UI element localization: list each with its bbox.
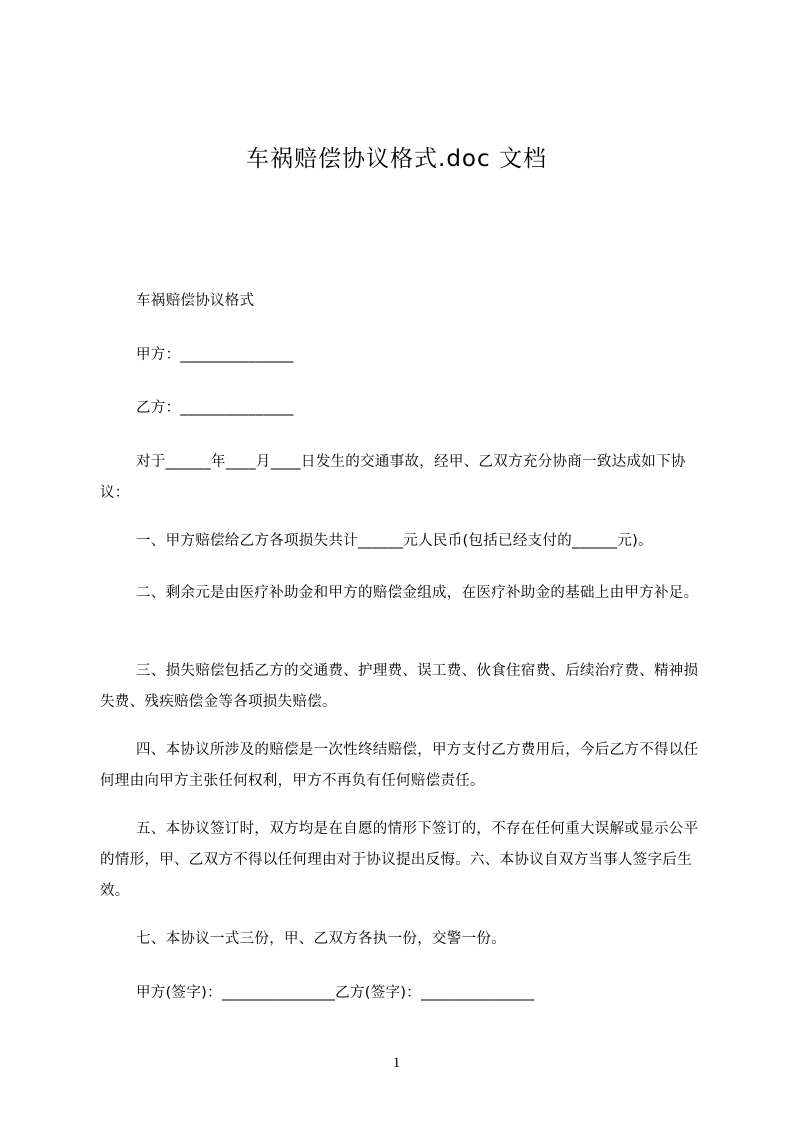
- paragraph-clause-2: 二、剩余元是由医疗补助金和甲方的赔偿金组成，在医疗补助金的基础上由甲方补足。: [136, 585, 699, 601]
- paragraph-intro: 对于______年____月____日发生的交通事故，经甲、乙双方充分协商一致达成如下协议：: [100, 454, 686, 501]
- paragraph-clause-5: 五、本协议签订时，双方均是在自愿的情形下签订的，不存在任何重大误解或显示公平的情形，甲、乙双方不得以任何理由对于协议提出反悔。六、本协议自双方当事人签字后生效。: [100, 821, 699, 899]
- document-title: 车祸赔偿协议格式.doc 文档: [246, 146, 547, 172]
- paragraph-party-b: 乙方：_______________: [136, 400, 294, 416]
- paragraph-heading: 车祸赔偿协议格式: [136, 293, 255, 309]
- paragraph-clause-3: 三、损失赔偿包括乙方的交通费、护理费、误工费、伙食住宿费、后续治疗费、精神损失费、残疾赔偿金等各项损失赔偿。: [100, 663, 699, 710]
- paragraph-clause-1: 一、甲方赔偿给乙方各项损失共计______元人民币(包括已经支付的______元)。: [136, 533, 653, 549]
- page-number: 1: [392, 1055, 401, 1071]
- paragraph-signatures: 甲方(签字)：_______________乙方(签字)：_______________: [136, 985, 535, 1001]
- paragraph-party-a: 甲方：_______________: [136, 347, 294, 363]
- paragraph-clause-7: 七、本协议一式三份，甲、乙双方各执一份，交警一份。: [136, 931, 506, 947]
- paragraph-clause-4: 四、本协议所涉及的赔偿是一次性终结赔偿，甲方支付乙方费用后，今后乙方不得以任何理由向甲方主张任何权利，甲方不再负有任何赔偿责任。: [100, 742, 699, 789]
